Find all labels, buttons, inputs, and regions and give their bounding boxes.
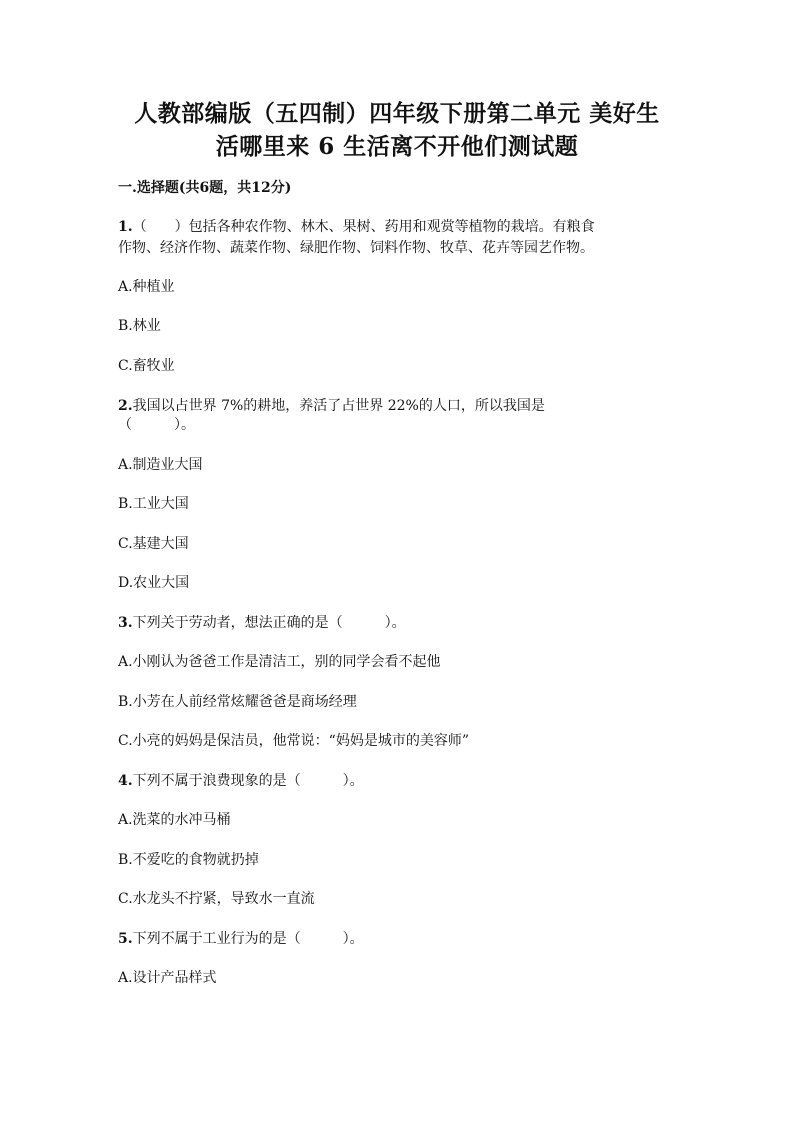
question-4-stem-line-1: 下列不属于浪费现象的是（ ）。 xyxy=(132,773,364,789)
question-2-stem-line-2: （ ）。 xyxy=(118,417,195,433)
question-1-stem-line-2: 作物、经济作物、蔬菜作物、绿肥作物、饲料作物、牧草、花卉等园艺作物。 xyxy=(118,240,594,256)
question-2-option-c: C.基建大国 xyxy=(118,536,189,552)
question-1-option-c: C.畜牧业 xyxy=(118,358,175,374)
question-5-option-a: A.设计产品样式 xyxy=(118,970,217,986)
question-3-number: 3. xyxy=(118,615,133,631)
question-2-stem-line-1: 我国以占世界 7%的耕地，养活了占世界 22%的人口，所以我国是 xyxy=(132,398,545,414)
question-3-option-a: A.小刚认为爸爸工作是清洁工，别的同学会看不起他 xyxy=(118,654,441,670)
question-2-option-d: D.农业大国 xyxy=(118,575,190,591)
question-4-option-c: C.水龙头不拧紧，导致水一直流 xyxy=(118,891,315,907)
question-2-number: 2. xyxy=(118,398,133,414)
question-3-option-b: B.小芳在人前经常炫耀爸爸是商场经理 xyxy=(118,694,357,710)
question-1-option-a: A.种植业 xyxy=(118,279,175,295)
question-3-option-c: C.小亮的妈妈是保洁员，他常说：“妈妈是城市的美容师” xyxy=(118,733,469,749)
question-1-stem xyxy=(118,217,595,237)
question-4-option-a: A.洗菜的水冲马桶 xyxy=(118,812,231,828)
question-2-stem xyxy=(118,396,545,416)
question-4-option-b: B.不爱吃的食物就扔掉 xyxy=(118,852,259,868)
question-1-number: 1. xyxy=(118,219,133,235)
question-4-number: 4. xyxy=(118,773,133,789)
section-heading: 一.选择题(共6题，共12分) xyxy=(118,180,292,196)
question-4-stem xyxy=(118,771,364,791)
question-3-stem xyxy=(118,613,406,633)
question-1-stem-line-1: （ ）包括各种农作物、林木、果树、药用和观赏等植物的栽培。有粮食 xyxy=(132,219,595,235)
question-2-option-a: A.制造业大国 xyxy=(118,457,203,473)
question-2-option-b: B.工业大国 xyxy=(118,496,189,512)
question-5-stem-line-1: 下列不属于工业行为的是（ ）。 xyxy=(132,931,364,947)
question-5-stem xyxy=(118,929,364,949)
question-1-option-b: B.林业 xyxy=(118,318,161,334)
page-title-line-1: 人教部编版（五四制）四年级下册第二单元 美好生 xyxy=(134,100,660,127)
page-title-line-2: 活哪里来 6 生活离不开他们测试题 xyxy=(215,133,579,160)
question-5-number: 5. xyxy=(118,931,133,947)
question-3-stem-line-1: 下列关于劳动者，想法正确的是（ ）。 xyxy=(132,615,406,631)
